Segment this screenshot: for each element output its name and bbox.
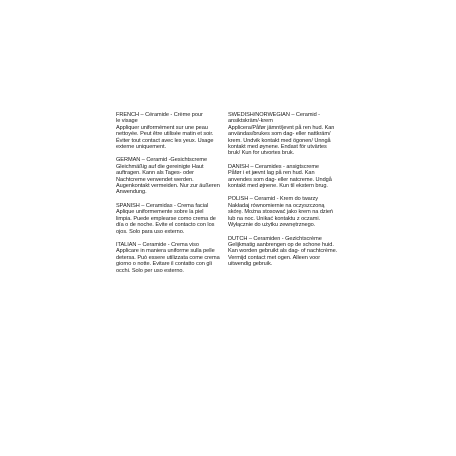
french-text: FRENCH – Céramide - Crème pour le visage Appliquer uniformément sur une peau nettoyée. Peut être utilisée matin et soir. Éviter tout contact avec les yeux. Usage externe uniquement. [116, 112, 214, 151]
polish-instructions [228, 196, 343, 228]
spanish-text: SPANISH – Ceramidas - Crema facial Aplique uniformemente sobre la piel limpia. Puede emplearse como crema de día o de noche. Evite el contacto con los ojos. Solo para uso externo. [116, 202, 216, 235]
polish-text: POLISH – Ceramid - Krem do twarzy Nakładaj równomiernie na oczyszczoną skórę. Można stosować jako krem na dzień lub na noc. Unikać kontaktu z oczami. Wyłącznie do użytku zewnętrznego. [228, 196, 333, 229]
danish-text: DANISH – Ceramides - ansigtscreme Påfør i et jævnt lag på ren hud. Kan anvendes som dag- eller natcreme. Undgå kontakt med øjnene. Kun til ekstern brug. [228, 163, 332, 190]
dutch-text: DUTCH – Ceramiden - Gezichtscrème Gelijkmatig aanbrengen op de schone huid. Kan worden gebruikt als dag- of nachtcrème. Vermijd contact met ogen. Alleen voor uitwendig gebruik. [228, 235, 338, 268]
french-instructions [116, 112, 231, 150]
right-column [228, 112, 343, 275]
dutch-instructions [228, 236, 343, 268]
german-text: GERMAN – Ceramid -Gesichtscreme Gleichmäßig auf die gereinigte Haut auftragen. Kann als Tages- oder Nachtcreme verwendet werden. Augenkontakt vermeiden. Nur zur äußeren Anwendung. [116, 157, 220, 196]
left-column [116, 112, 231, 281]
german-instructions [116, 157, 231, 195]
italian-text: ITALIAN – Ceramide - Crema viso Applicare in maniera uniforme sulla pelle detersa. Può essere utilizzata come crema giorno o notte. Evitare il contatto con gli occhi. Solo per uso esterno. [116, 241, 220, 274]
swedish-norwegian-instructions [228, 112, 343, 157]
italian-instructions [116, 242, 231, 274]
spanish-instructions [116, 203, 231, 235]
swedish-norwegian-text: SWEDISH/NORWEGIAN – Ceramid - ansiktskräm/-krem Applicera/Påfør jämnt/jevnt på ren hud. Kan användas/brukes som dag- eller nattkräm/ krem. Undvik kontakt med ögonen/ Unngå kontakt med øynene. Endast för utvärtes bruk/ Kun for utvortes bruk. [228, 112, 335, 157]
danish-instructions [228, 164, 343, 190]
